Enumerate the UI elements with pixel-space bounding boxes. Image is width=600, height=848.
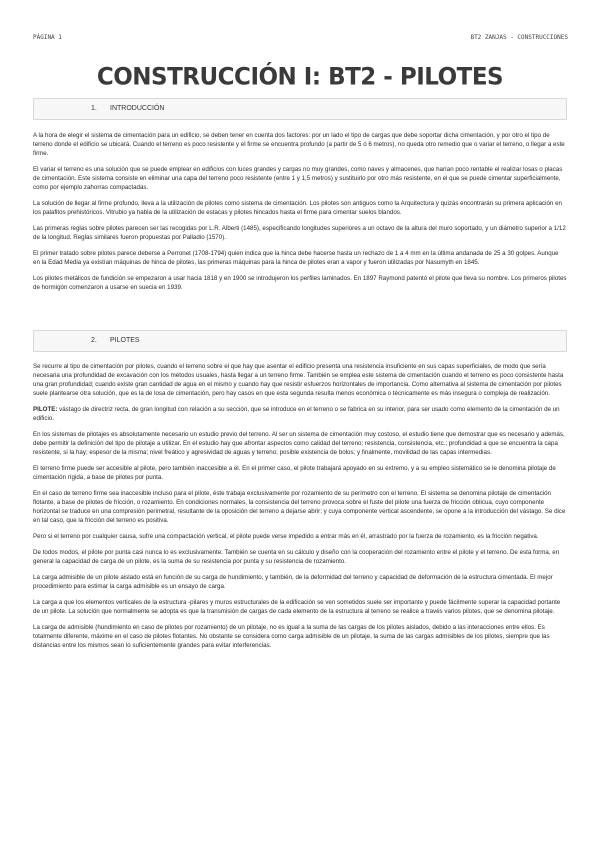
paragraph: Pero si el terreno por cualquier causa, sufre una compactación vertical, el pilote puede verse impedido a entrar más en él, arrastrado por la fuerza de rozamiento, es la fricción negativa. (33, 533, 539, 540)
section-heading-pilotes (33, 330, 567, 352)
section-label: INTRODUCCIÓN (110, 105, 165, 112)
paragraph: El variar el terreno es una solución que se puede emplear en edificios con luces grandes y cargas no muy grandes, como naves y almacenes, que harían poco rentable el realizar losas o placas de cimentación. Este sistema consiste en eliminar una capa del terreno poco resistente (entre 1 y 1,5 metros) y sustituirlo por otro más resistente, en el que se puede cimentar superficialmente, como por ejemplo zahorras compactadas. (33, 166, 563, 191)
paragraph: La carga a que los elementos verticales de la estructura -pilares y muros estructurales de la edificación se ven sometidos suele ser importante y puede fácilmente superar la capacidad portante de un pilote. La solución que normalmente se adopta es que la transmisión de cargas de cada elemento de la estructura al terreno se realice a través varios pilotes, que se denomina pilotaje. (33, 599, 561, 615)
paragraph: A la hora de elegir el sistema de cimentación para un edificio, se deben tener en cuenta dos factores: por un lado el tipo de cargas que debe soportar dicha cimentación, y por otro el tipo de terreno donde el edificio se ubicará. Cuando el terreno es poco resistente y el firme se encuentra profundo (a partir de 5 ó 6 metros), no queda otro remedio que o variar el terreno, o llegar a este firme. (33, 132, 565, 157)
section-heading-introduccion (33, 98, 567, 120)
section-number: 1. (91, 105, 97, 112)
subject-label: BT2 ZANJAS - CONSTRUCCIONES (470, 34, 568, 41)
definition-text: vástago de directriz recta, de gran longitud con relación a su sección, que se introduce en el terreno o se fabrica en su interior, para ser usado como elemento de la cimentación de un edificio. (33, 406, 560, 422)
paragraph: Las primeras reglas sobre pilotes parecen ser las recogidas por L.R. Alberti (1485), especificando longitudes superiores a un octavo de la altura del muro soportado, y un diámetro superior a 1/12 de la longitud. Reglas similares fueron propuestas por Palladio (1570). (33, 225, 566, 241)
section-number: 2. (91, 337, 97, 344)
section-body-introduccion (33, 131, 567, 299)
paragraph: Los pilotes metálicos de fundición se empezaron a usar hacia 1818 y en 1900 se introdujeron los perfiles laminados. En 1897 Raymond patentó el pilote que lleva su nombre. Los primeros pilotes de hormigón comenzaron a usarse en suecia en 1939. (33, 275, 567, 291)
paragraph: Se recurre al tipo de cimentación por pilotes, cuando el terreno sobre el que hay que asentar el edificio presenta una resistencia insuficiente en sus capas superficiales, de modo que sería necesaria una profundidad de excavación con los métodos usuales, hasta llegar a un terreno firme. También se emplea este sistema de cimentación cuando el terreno es poco consistente hasta una gran profundidad; cuando existe gran cantidad de agua en el mismo y cuando hay que resistir esfuerzos horizontales de importancia. Como alternativa al sistema de cimentación por pilotes suele plantearse otra solución, que es la de losa de cimentación, pero hay casos en que esta segunda resulta menos económica o técnicamente es más insegura o compleja de realización. (33, 363, 564, 397)
section-label: PILOTES (110, 337, 140, 344)
paragraph: La carga de admisible (hundimiento en caso de pilotes por rozamiento) de un pilotaje, no es igual a la suma de las cargas de los pilotes aislados, debido a las interacciones entre ellos. Es totalmente diferente, máxime en el caso de pilotes flotantes. No obstante se considera como carga admisible de un pilotaje, la suma de las cargas admisibles de los pilotes, siempre que las distancias entre los mismos sean lo suficientemente grandes para evitar interferencias. (33, 624, 550, 649)
paragraph: En los sistemas de pilotajes es absolutamente necesario un estudio previo del terreno. Al ser un sistema de cimentación muy costoso, el estudio tiene que demostrar que es necesario y además, debe permitir la definición del tipo de pilotaje a utilizar. En el estudio hay que afrontar aspectos como calidad del terreno; resistencia, consistencia, etc.; profundidad a que se encuentra la capa resistente, si la hay; espesor de la misma; nivel freático y agresividad de aguas y terreno; posible existencia de bolos; y finalmente, movilidad de las capas intermedias. (33, 431, 565, 456)
paragraph: El primer tratado sobre pilotes parece deberse a Perronet (1708-1794) quien indica que la hinca debe hacerse hasta un rechazo de 1 a 4 mm en la última andanada de 25 a 30 golpes. Aunque en la Edad Media ya existían máquinas de hinca de pilotes, las primeras máquinas para la hinca de pilotes eran a vapor y fueron utilizadas por Nasumyth en 1845. (33, 250, 559, 266)
section-body-pilotes (33, 362, 567, 657)
paragraph: De todos modos, el pilote por punta casi nunca lo es exclusivamente. También se cuenta en su cálculo y diseño con la cooperación del rozamiento entre el pilote y el terreno. De esta forma, en general la capacidad de carga de un pilote, es la suma de su resistencia por punta y su resistencia de rozamiento. (33, 549, 560, 565)
definition-paragraph (33, 405, 567, 423)
page-number-label: PÁGINA 1 (33, 34, 62, 41)
paragraph: La solución de llegar al firme profundo, lleva a la utilización de pilotes como sistema de cimentación. Los pilotes son antiguos como la Arquitectura y quizás encontrarán su primera aplicación en los palafitos prehistóricos. Vitrubio ya habla de la utilización de estacas y pilotes hincados hasta el firme para cimentar suelos blandos. (33, 200, 562, 216)
paragraph: El terreno firme puede ser accesible al pilote, pero también inaccesible a él. En el primer caso, el pilote trabajará apoyado en su extremo, y a su empleo sistemático se le denomina pilotaje de cimentación rígida, a base de pilotes por punta. (33, 465, 556, 481)
paragraph: En el caso de terreno firme sea inaccesible incluso para el pilote, éste trabaja exclusivamente por rozamiento de su perímetro con el terreno. El sistema se denomina pilotaje de cimentación flotante, a base de pilotes de fricción, o rozamiento. En condiciones normales, la consistencia del terreno provoca sobre el fuste del pilote una fuerza de fricción oblicua, cuyo componente horizontal se traduce en una compresión perimetral, resultante de la oposición del terreno a dejarse abrir; y cuya componente vertical ascendente, se opone a la introducción del vástago. Se dice en tal caso, que la fricción del terreno es positiva. (33, 490, 566, 524)
paragraph: La carga admisible de un pilote aislado está en función de su carga de hundimiento, y también, de la deformidad del terreno y capacidad de deformación de la estructura cimentada. El mejor procedimiento para estimar la carga admisible es un ensayo de carga. (33, 574, 553, 590)
definition-term: PILOTE: (33, 406, 58, 413)
document-title: CONSTRUCCIÓN I: BT2 - PILOTES (96, 63, 504, 91)
